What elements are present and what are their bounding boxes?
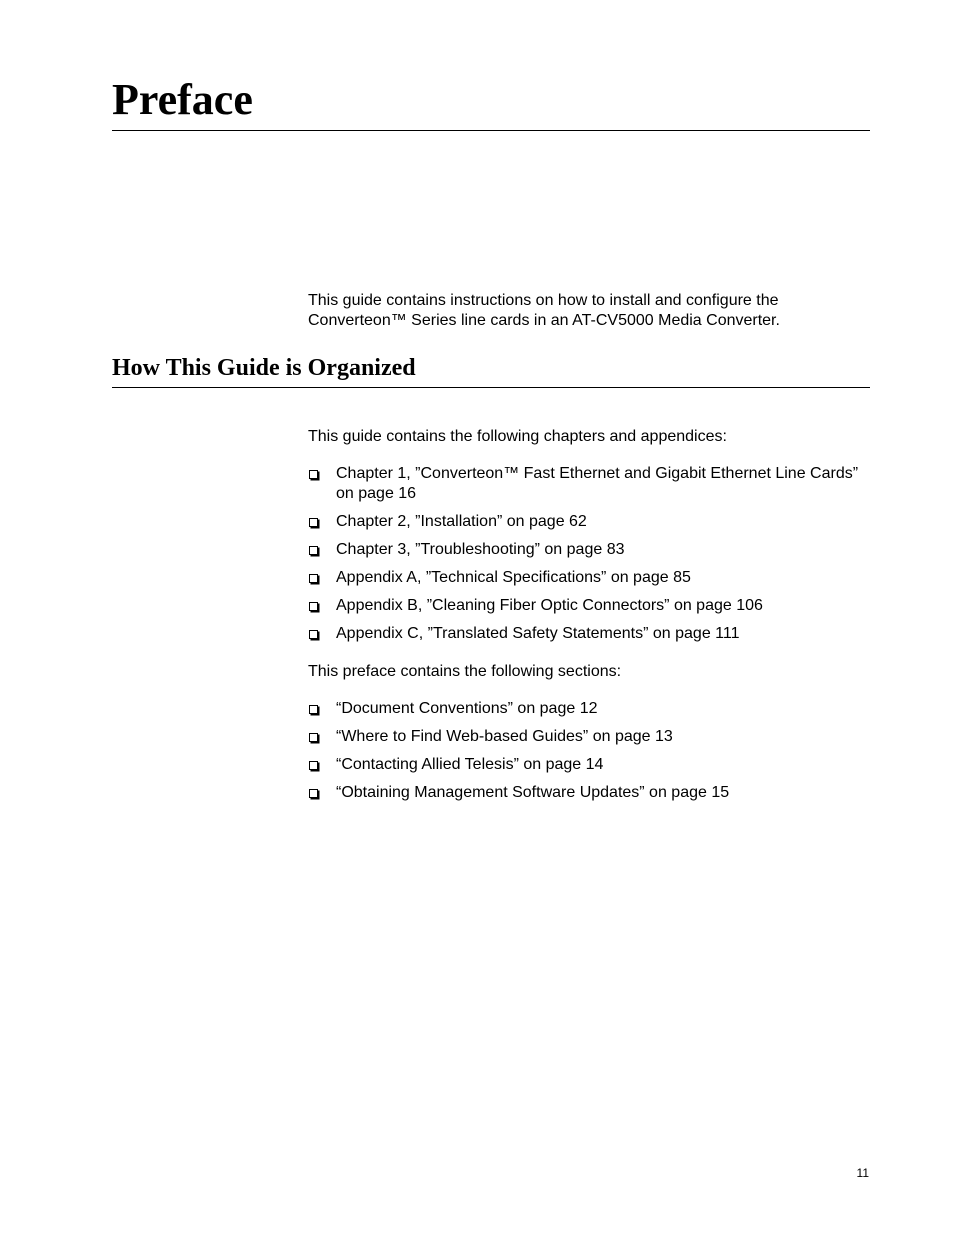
list-item-text: “Where to Find Web-based Guides” on page 13 (336, 728, 673, 745)
checkbox-bullet-icon (309, 574, 318, 583)
checkbox-bullet-icon (309, 518, 318, 527)
list-item (308, 596, 868, 616)
list-item-text: Chapter 3, ”Troubleshooting” on page 83 (336, 541, 625, 558)
chapter-title: Preface (112, 75, 253, 124)
list-item-text: Appendix A, ”Technical Specifications” on page 85 (336, 569, 691, 586)
section-heading: How This Guide is Organized (112, 355, 416, 381)
list-item (308, 540, 868, 560)
sections-intro-paragraph: This preface contains the following sections: (308, 663, 622, 680)
list-item-text: Appendix C, ”Translated Safety Statements” on page 111 (336, 625, 740, 642)
list-item (308, 512, 868, 532)
list-item-text: “Contacting Allied Telesis” on page 14 (336, 756, 604, 773)
checkbox-bullet-icon (309, 761, 318, 770)
list-item (308, 699, 868, 719)
checkbox-bullet-icon (309, 630, 318, 639)
list-item-text: “Document Conventions” on page 12 (336, 700, 598, 717)
title-rule (112, 130, 870, 131)
checkbox-bullet-icon (309, 733, 318, 742)
chapters-intro-paragraph: This guide contains the following chapters and appendices: (308, 428, 727, 445)
checkbox-bullet-icon (309, 705, 318, 714)
intro-paragraph: This guide contains instructions on how to install and configure the Converteon™ Series line cards in an AT-CV5000 Media Converter. (308, 292, 780, 329)
list-item (308, 624, 868, 644)
section-rule (112, 387, 870, 388)
checkbox-bullet-icon (309, 546, 318, 555)
chapters-list (308, 464, 868, 652)
list-item-text: Chapter 2, ”Installation” on page 62 (336, 513, 587, 530)
list-item (308, 464, 868, 504)
list-item (308, 568, 868, 588)
page-number: 11 (856, 1166, 869, 1180)
checkbox-bullet-icon (309, 470, 318, 479)
list-item (308, 727, 868, 747)
list-item-text: “Obtaining Management Software Updates” on page 15 (336, 784, 730, 801)
sections-list (308, 699, 868, 811)
list-item-text: Appendix B, ”Cleaning Fiber Optic Connectors” on page 106 (336, 597, 763, 614)
list-item (308, 783, 868, 803)
checkbox-bullet-icon (309, 789, 318, 798)
list-item-text: Chapter 1, ”Converteon™ Fast Ethernet and Gigabit Ethernet Line Cards” on page 16 (336, 465, 859, 502)
checkbox-bullet-icon (309, 602, 318, 611)
list-item (308, 755, 868, 775)
